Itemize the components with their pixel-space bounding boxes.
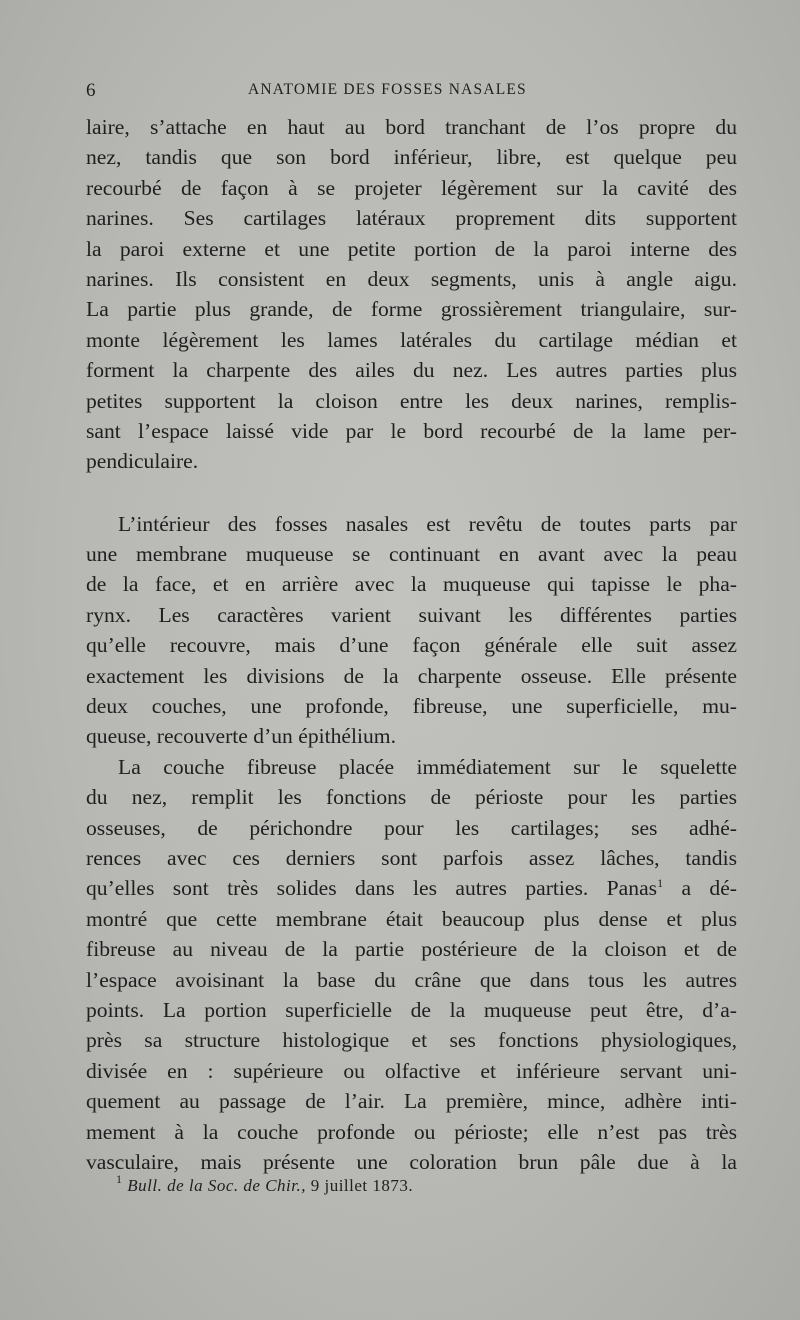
text-line: deux couches, une profonde, fibreuse, une superficielle, mu-: [86, 694, 737, 719]
body-text: [86, 112, 737, 1177]
footnote-reference: 1: [657, 876, 664, 891]
text-line: une membrane muqueuse se continuant en avant avec la peau: [86, 542, 737, 567]
text-line: montré que cette membrane était beaucoup plus dense et plus: [86, 906, 737, 931]
text-line: près sa structure histologique et ses fonctions physiologiques,: [86, 1028, 737, 1053]
text-line: l’espace avoisinant la base du crâne que dans tous les autres: [86, 967, 737, 992]
text-line: vasculaire, mais présente une coloration brun pâle due à la: [86, 1149, 737, 1174]
text-line: narines. Ses cartilages latéraux proprement dits supportent: [86, 206, 737, 231]
text-line: recourbé de façon à se projeter légèrement sur la cavité des: [86, 175, 737, 200]
text-line: mement à la couche profonde ou périoste; elle n’est pas très: [86, 1119, 737, 1144]
page-header: [86, 80, 736, 104]
text-line: pendiculaire.: [86, 449, 199, 474]
text-line: exactement les divisions de la charpente osseuse. Elle présente: [86, 663, 737, 688]
text-line: queuse, recouverte d’un épithélium.: [86, 724, 396, 749]
text-segment: a dé-: [663, 876, 737, 901]
text-line: du nez, remplit les fonctions de périoste pour les parties: [86, 785, 737, 810]
text-line: points. La portion superficielle de la muqueuse peut être, d’a-: [86, 997, 737, 1022]
text-line: osseuses, de périchondre pour les cartilages; ses adhé-: [86, 815, 737, 840]
footnote-marker: 1: [116, 1172, 123, 1186]
page-number: 6: [86, 80, 97, 101]
text-line: divisée en : supérieure ou olfactive et inférieure servant uni-: [86, 1058, 737, 1083]
text-line: quement au passage de l’air. La première, mince, adhère inti-: [86, 1089, 737, 1114]
text-line: de la face, et en arrière avec la muqueuse qui tapisse le pha-: [86, 572, 737, 597]
text-line: petites supportent la cloison entre les deux narines, remplis-: [86, 388, 737, 413]
running-title: ANATOMIE DES FOSSES NASALES: [248, 81, 527, 98]
text-line: laire, s’attache en haut au bord tranchant de l’os propre du: [86, 115, 737, 139]
text-line: forment la charpente des ailes du nez. Les autres parties plus: [86, 358, 737, 383]
text-line: [86, 873, 737, 903]
text-line: La partie plus grande, de forme grossièrement triangulaire, sur-: [86, 297, 737, 322]
text-line: qu’elle recouvre, mais d’une façon générale elle suit assez: [86, 633, 737, 658]
text-line: La couche fibreuse placée immédiatement sur le squelette: [118, 754, 737, 779]
text-line: narines. Ils consistent en deux segments, unis à angle aigu.: [86, 266, 737, 291]
footnote-citation: Bull. de la Soc. de Chir.,: [127, 1176, 306, 1195]
text-line: rences avec ces derniers sont parfois assez lâches, tandis: [86, 845, 737, 870]
text-line: sant l’espace laissé vide par le bord recourbé de la lame per-: [86, 418, 737, 443]
text-line: rynx. Les caractères varient suivant les différentes parties: [86, 602, 737, 627]
text-line: monte légèrement les lames latérales du cartilage médian et: [86, 327, 737, 352]
footnote: [116, 1172, 414, 1196]
paragraph-gap: [86, 477, 737, 509]
text-line: la paroi externe et une petite portion de la paroi interne des: [86, 236, 737, 261]
text-line: L’intérieur des fosses nasales est revêtu de toutes parts par: [118, 511, 737, 536]
text-segment: qu’elles sont très solides dans les autres parties. Panas: [86, 876, 658, 901]
text-line: fibreuse au niveau de la partie postérieure de la cloison et de: [86, 937, 737, 962]
footnote-date: 9 juillet 1873.: [305, 1176, 414, 1195]
text-line: nez, tandis que son bord inférieur, libre, est quelque peu: [86, 145, 737, 170]
